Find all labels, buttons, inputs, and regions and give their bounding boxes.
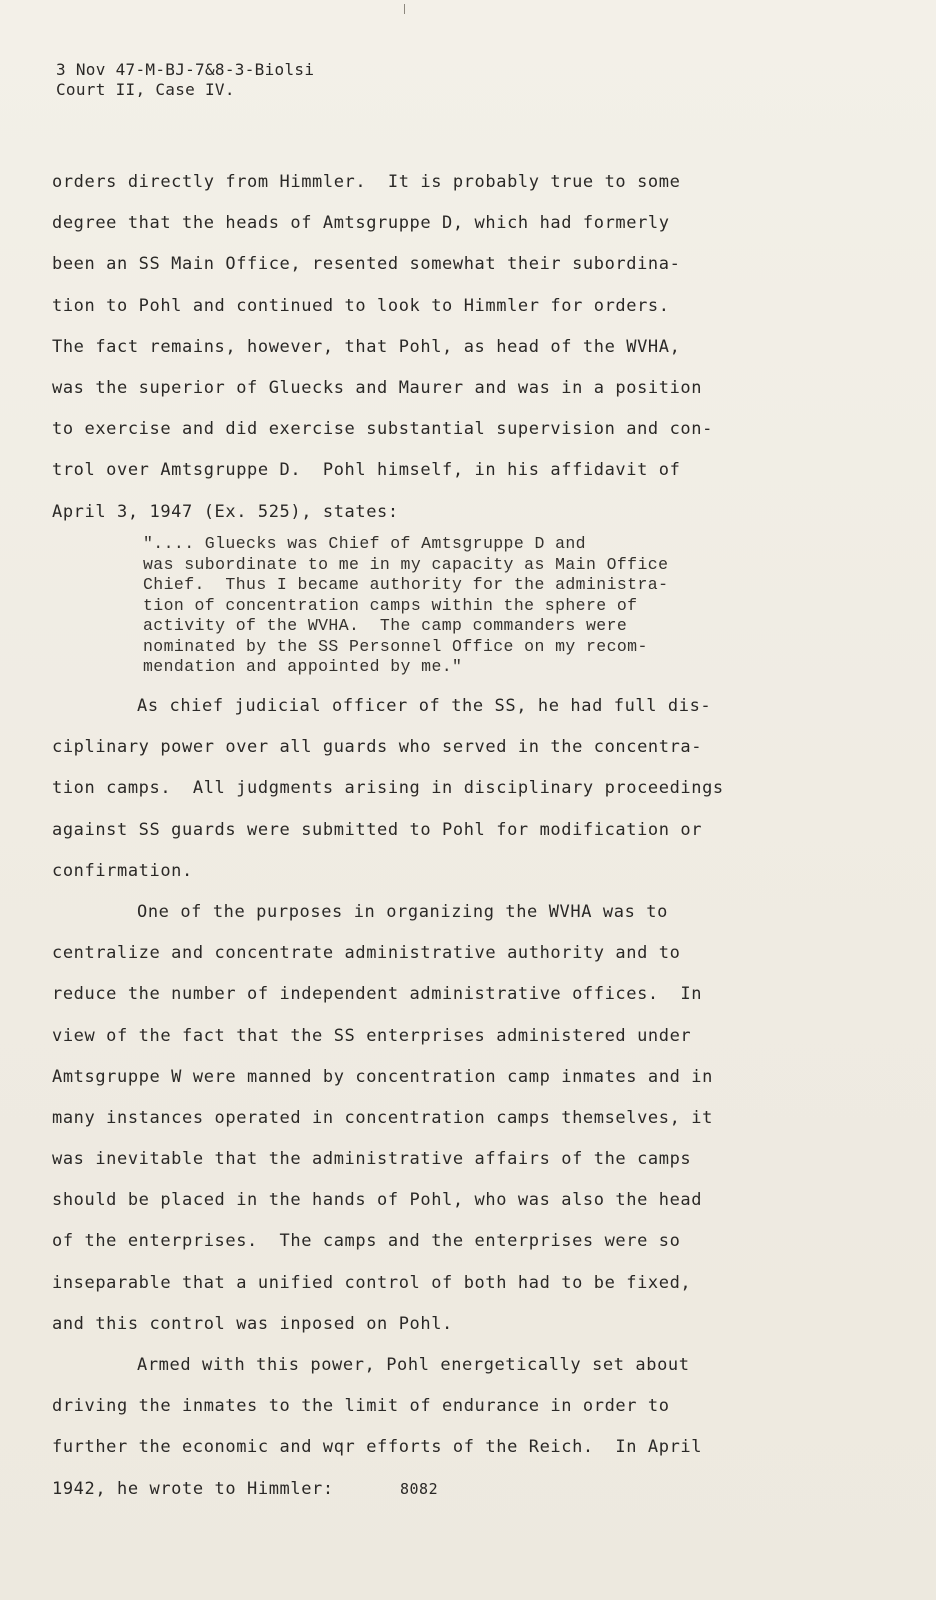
- text-line: further the economic and wqr efforts of the Reich. In April: [52, 1437, 703, 1458]
- body-continued: [52, 686, 882, 1510]
- text-line: As chief judicial officer of the SS, he had full dis-: [137, 696, 712, 716]
- text-line: ciplinary power over all guards who served in the concentra-: [52, 737, 703, 758]
- paragraph-4: [52, 1345, 882, 1510]
- quote-line: tion of concentration camps within the sphere of: [143, 595, 638, 615]
- text-line: tion camps. All judgments arising in disciplinary proceedings: [52, 778, 724, 799]
- text-line: to exercise and did exercise substantial supervision and con-: [52, 419, 713, 440]
- text-line: trol over Amtsgruppe D. Pohl himself, in his affidavit of: [52, 460, 681, 481]
- text-line: tion to Pohl and continued to look to Himmler for orders.: [52, 295, 670, 316]
- document-header: [56, 60, 314, 100]
- text-line: inseparable that a unified control of both had to be fixed,: [52, 1272, 692, 1293]
- paragraph-2: [52, 686, 882, 892]
- paragraph-1: [52, 162, 882, 533]
- text-line: of the enterprises. The camps and the enterprises were so: [52, 1231, 681, 1252]
- text-line: orders directly from Himmler. It is probably true to some: [52, 172, 681, 192]
- header-reference-line: 3 Nov 47-M-BJ-7&8-3-Biolsi: [56, 60, 315, 79]
- margin-mark: [404, 4, 405, 14]
- text-line: 1942, he wrote to Himmler:: [52, 1478, 334, 1499]
- text-line: many instances operated in concentration camps themselves, it: [52, 1107, 713, 1128]
- affidavit-quote: [143, 534, 783, 678]
- text-line: April 3, 1947 (Ex. 525), states:: [52, 501, 399, 522]
- text-line: degree that the heads of Amtsgruppe D, which had formerly: [52, 213, 670, 234]
- paragraph-3: [52, 892, 882, 1345]
- text-line: driving the inmates to the limit of endurance in order to: [52, 1396, 670, 1417]
- text-line: been an SS Main Office, resented somewhat their subordina-: [52, 254, 681, 275]
- text-line: against SS guards were submitted to Pohl for modification or: [52, 819, 703, 840]
- text-line: Amtsgruppe W were manned by concentration camp inmates and in: [52, 1066, 713, 1087]
- quote-line: was subordinate to me in my capacity as Main Office: [143, 554, 669, 574]
- text-line: was inevitable that the administrative affairs of the camps: [52, 1149, 692, 1170]
- text-line: reduce the number of independent administrative offices. In: [52, 984, 703, 1005]
- text-line: was the superior of Gluecks and Maurer and was in a position: [52, 377, 703, 398]
- quote-line: mendation and appointed by me.": [143, 657, 463, 676]
- text-line: view of the fact that the SS enterprises administered under: [52, 1025, 692, 1046]
- text-line: should be placed in the hands of Pohl, who was also the head: [52, 1190, 703, 1211]
- text-line: and this control was inposed on Pohl.: [52, 1313, 453, 1334]
- header-court-line: Court II, Case IV.: [56, 80, 235, 99]
- quote-line: activity of the WVHA. The camp commanders were: [143, 616, 628, 635]
- text-line: The fact remains, however, that Pohl, as head of the WVHA,: [52, 336, 681, 357]
- text-line: Armed with this power, Pohl energetically set about: [137, 1355, 690, 1375]
- text-line: One of the purposes in organizing the WVHA was to: [137, 901, 668, 922]
- text-line: centralize and concentrate administrative authority and to: [52, 943, 681, 964]
- text-line: confirmation.: [52, 860, 193, 881]
- quote-line: Chief. Thus I became authority for the administra-: [143, 575, 669, 594]
- quote-line: nominated by the SS Personnel Office on my recom-: [143, 636, 648, 656]
- page-number: 8082: [400, 1480, 439, 1498]
- quote-line: ".... Gluecks was Chief of Amtsgruppe D and: [143, 534, 586, 553]
